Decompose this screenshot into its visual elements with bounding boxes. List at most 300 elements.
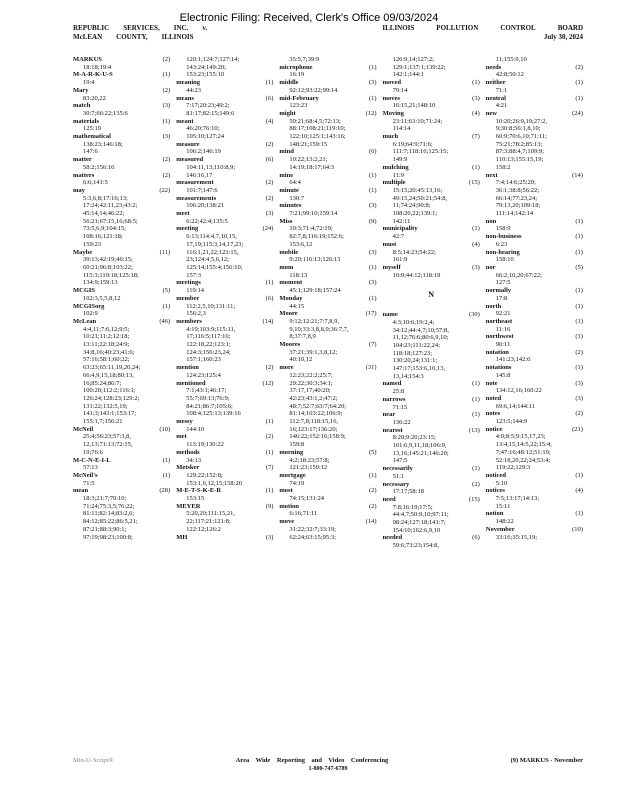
index-word: mine bbox=[279, 171, 294, 179]
page-line-refs: 17;116:5;117:10; bbox=[186, 333, 231, 341]
page-line-refs: 14:19;18:17;64:3 bbox=[289, 163, 335, 171]
occurrence-count: (6) bbox=[265, 294, 274, 302]
page-line-refs: 13,16;145:21;146:20; bbox=[392, 449, 449, 457]
index-word: Moore bbox=[279, 310, 298, 318]
index-word: means bbox=[176, 94, 194, 102]
page-line-refs: 7:1;43:1;46:17; bbox=[186, 387, 227, 395]
index-word: McNeil bbox=[73, 425, 94, 433]
page-line-refs: 17:8 bbox=[495, 294, 508, 302]
index-entry bbox=[383, 56, 480, 79]
occurrence-count: (1) bbox=[368, 471, 377, 479]
index-entry bbox=[73, 87, 170, 102]
page-line-refs: 71:5 bbox=[83, 479, 95, 487]
page-line-refs: 123:5;144:9 bbox=[495, 418, 528, 426]
index-entry bbox=[279, 518, 376, 541]
index-entry bbox=[279, 218, 376, 249]
occurrence-count: (1) bbox=[575, 317, 583, 325]
index-column bbox=[73, 56, 170, 746]
index-word: MH bbox=[176, 533, 188, 541]
board-word: POLLUTION bbox=[436, 24, 479, 32]
occurrence-count: (3) bbox=[162, 102, 171, 110]
page-line-refs: 105:10;127:24 bbox=[186, 133, 225, 141]
word-index-columns bbox=[73, 56, 583, 746]
page-line-refs: 82:7,8;116:19;152:6; bbox=[289, 233, 344, 241]
page-line-refs: 84:12;85:22;86:5,21; bbox=[83, 518, 138, 526]
page-line-refs: 73:5,6,9;104:15; bbox=[83, 225, 126, 233]
page-line-refs: 6:16;71:11 bbox=[289, 510, 318, 518]
page-line-refs: 66:4,9,15,18;80:13, bbox=[83, 371, 134, 379]
page-line-refs: 102:3,5,5,8,12 bbox=[83, 294, 121, 302]
occurrence-count: (3) bbox=[575, 379, 583, 387]
index-entry bbox=[279, 95, 376, 110]
occurrence-count: (1) bbox=[575, 287, 583, 295]
caption-word: REPUBLIC bbox=[73, 24, 110, 32]
index-entry bbox=[176, 195, 273, 210]
index-entry bbox=[486, 249, 583, 264]
index-word: moves bbox=[382, 94, 400, 102]
page-line-refs: 62:24;63:15;95:3; bbox=[289, 533, 336, 541]
occurrence-count: (1) bbox=[472, 225, 480, 233]
page-line-refs: 123:23 bbox=[289, 102, 308, 110]
index-entry bbox=[486, 472, 583, 487]
index-entry bbox=[73, 457, 170, 472]
index-word: mobile bbox=[279, 248, 299, 256]
index-word: mulching bbox=[382, 163, 409, 171]
index-entry bbox=[176, 364, 273, 379]
occurrence-count: (21) bbox=[572, 425, 583, 433]
board-word: BOARD bbox=[557, 24, 583, 32]
index-entry bbox=[486, 110, 583, 172]
page-line-refs: 9:12;12:21;7:7,8,9, bbox=[289, 317, 340, 325]
occurrence-count: (1) bbox=[472, 163, 480, 171]
page-line-refs: 59:6;73:23;154:8, bbox=[392, 542, 439, 550]
page-line-refs: 4:2;18:23;57:8; bbox=[289, 456, 330, 464]
page-line-refs: 92:12;93:22;99:14 bbox=[289, 86, 338, 94]
index-entry bbox=[176, 156, 273, 179]
occurrence-count: (2) bbox=[265, 364, 274, 372]
page-line-refs: 9;30:8;56:1,8,10; bbox=[495, 125, 541, 133]
page-line-refs: 9,10;33:3,8,8,9;36:7,7, bbox=[289, 325, 349, 333]
index-entry bbox=[486, 64, 583, 79]
index-entry bbox=[73, 187, 170, 249]
page-line-refs: 52:18,20,22;24;53:4; bbox=[495, 456, 551, 464]
index-word: measurements bbox=[176, 194, 217, 202]
page-line-refs: 84:21;86:7;105:6; bbox=[186, 402, 233, 410]
page-line-refs: 36:1;38:8;56:22; bbox=[495, 186, 540, 194]
page-line-refs: 13:11;22:18;24:9; bbox=[83, 341, 130, 349]
page-line-refs: 148:21;159:15 bbox=[289, 140, 328, 148]
page-line-refs: 16:19 bbox=[289, 71, 305, 79]
page-line-refs: 144:10 bbox=[186, 425, 205, 433]
index-entry bbox=[279, 56, 376, 64]
occurrence-count: (2) bbox=[368, 487, 377, 495]
index-word: move bbox=[279, 518, 295, 526]
caption-word: ILLINOIS bbox=[161, 33, 194, 41]
occurrence-count: (2) bbox=[162, 86, 171, 94]
index-entry bbox=[176, 534, 273, 542]
index-entry bbox=[279, 310, 376, 341]
page-line-refs: 130:20,24;131:1; bbox=[392, 357, 438, 365]
occurrence-count: (1) bbox=[575, 217, 583, 225]
index-word: notice bbox=[485, 425, 503, 433]
occurrence-count: (3) bbox=[368, 248, 377, 256]
page-line-refs: 66:2,10,20;67:22; bbox=[495, 271, 542, 279]
page-line-refs: 104:11,13;110:8,9; bbox=[186, 163, 236, 171]
index-word: moment bbox=[279, 279, 303, 287]
occurrence-count: (14) bbox=[572, 171, 583, 179]
index-word: noted bbox=[485, 394, 502, 402]
page-line-refs: 161:9 bbox=[392, 256, 408, 264]
case-caption-line2 bbox=[73, 33, 194, 42]
page-line-refs: 158:10 bbox=[495, 256, 514, 264]
index-entry bbox=[486, 410, 583, 425]
index-entry bbox=[73, 133, 170, 156]
index-entry bbox=[486, 364, 583, 379]
hearing-date: July 30, 2024 bbox=[543, 33, 583, 41]
occurrence-count: (1) bbox=[575, 94, 583, 102]
page-line-refs: 130:7 bbox=[289, 194, 305, 202]
page-line-refs: 10:3;71:4;72:19; bbox=[289, 225, 333, 233]
page-line-refs: 60:21;96:8;103:22; bbox=[83, 263, 133, 271]
index-entry bbox=[73, 472, 170, 487]
index-word: multiple bbox=[382, 179, 406, 187]
index-entry bbox=[73, 71, 170, 86]
index-entry bbox=[486, 264, 583, 287]
occurrence-count: (1) bbox=[472, 465, 480, 473]
page-line-refs: 155:1,7;156:21 bbox=[83, 418, 123, 426]
index-word: notations bbox=[485, 364, 512, 372]
index-entry bbox=[176, 95, 273, 118]
index-entry bbox=[486, 79, 583, 94]
page-line-refs: 153:1,6,12,15;158:20 bbox=[186, 479, 242, 487]
index-word: measurement bbox=[176, 179, 214, 187]
occurrence-count: (12) bbox=[262, 379, 274, 387]
page-line-refs: 19:4 bbox=[83, 79, 95, 87]
page-line-refs: 42:23;43:1,2;47:2; bbox=[289, 394, 338, 402]
occurrence-count: (46) bbox=[159, 317, 171, 325]
index-word: matter bbox=[73, 156, 92, 164]
page-line-refs: 71:1 bbox=[495, 86, 508, 94]
index-word: minutes bbox=[279, 202, 302, 210]
index-entry bbox=[176, 380, 273, 419]
page-line-refs: 157:1;160:23 bbox=[186, 356, 221, 364]
page-line-refs: 98:24;127:18;141:7; bbox=[392, 519, 446, 527]
occurrence-count: (3) bbox=[472, 94, 480, 102]
page-line-refs: 143:24;149:20; bbox=[186, 63, 226, 71]
page-line-refs: 19;76:6 bbox=[83, 448, 103, 456]
occurrence-count: (2) bbox=[575, 348, 583, 356]
index-entry bbox=[73, 287, 170, 302]
page-line-refs: 10:21;11:2;12:18; bbox=[83, 333, 130, 341]
index-entry bbox=[383, 164, 480, 179]
occurrence-count: (1) bbox=[368, 171, 377, 179]
index-word: MARKUS bbox=[73, 56, 102, 63]
index-word: much bbox=[382, 133, 399, 141]
occurrence-count: (6) bbox=[368, 148, 377, 156]
page-line-refs: 11;155:9,10 bbox=[495, 56, 527, 63]
page-line-refs: 157:3 bbox=[186, 271, 201, 279]
index-entry bbox=[279, 249, 376, 264]
index-word: mathematical bbox=[73, 133, 111, 141]
occurrence-count: (1) bbox=[162, 302, 171, 310]
occurrence-count: (30) bbox=[468, 311, 480, 319]
page-line-refs: 11,12;76:6;80:6,9,10; bbox=[392, 334, 449, 342]
index-word: motion bbox=[279, 502, 299, 510]
index-entry bbox=[383, 133, 480, 164]
index-word: named bbox=[382, 380, 402, 388]
page-line-refs: 106:2;146:19 bbox=[186, 148, 221, 156]
page-line-refs: 83:20,22 bbox=[83, 94, 106, 102]
brand-mark: Min-U-Script® bbox=[73, 757, 114, 764]
page-line-refs: 136:22 bbox=[392, 418, 411, 426]
page-line-refs: 15:11 bbox=[495, 502, 511, 510]
index-entry bbox=[383, 95, 480, 110]
index-entry bbox=[486, 426, 583, 472]
page-line-refs: 148:22 bbox=[495, 518, 514, 526]
index-word: notation bbox=[485, 348, 509, 356]
page-line-refs: 108:20,22;139:1; bbox=[392, 210, 438, 218]
occurrence-count: (24) bbox=[572, 109, 583, 117]
occurrence-count: (7) bbox=[368, 341, 377, 349]
page-line-refs: 42:7 bbox=[392, 233, 405, 241]
page-line-refs: 33:16;35:15,19; bbox=[495, 533, 538, 541]
index-entry bbox=[176, 487, 273, 502]
index-entry bbox=[383, 179, 480, 225]
occurrence-count: (1) bbox=[575, 233, 583, 241]
index-word: north bbox=[485, 302, 502, 310]
index-entry bbox=[383, 396, 480, 411]
index-word: noticed bbox=[485, 471, 506, 479]
index-entry bbox=[383, 465, 480, 480]
page-line-refs: 42:8;50:12 bbox=[495, 71, 524, 79]
page-line-refs: 31:22;32:7;33:19; bbox=[289, 525, 336, 533]
page-line-refs: 110:13;155:15,19; bbox=[495, 156, 544, 164]
index-entry bbox=[73, 56, 170, 71]
index-word: M-E-T-S-K-E-R bbox=[176, 487, 222, 495]
index-word: must bbox=[382, 240, 397, 248]
board-name bbox=[382, 24, 583, 33]
index-entry bbox=[383, 496, 480, 535]
page-line-refs: 12:23;22:2;25:7; bbox=[289, 371, 333, 379]
index-entry bbox=[176, 179, 273, 194]
board-word: CONTROL bbox=[500, 24, 536, 32]
index-word: myself bbox=[382, 263, 401, 271]
page-line-refs: 75:21;78:2;85:13; bbox=[495, 140, 543, 148]
index-word: most bbox=[279, 487, 293, 495]
index-entry bbox=[176, 295, 273, 318]
page-line-refs: 49:15,24;50:21;54:8, bbox=[392, 194, 448, 202]
index-word: meant bbox=[176, 117, 194, 125]
page-line-refs: 11:9 bbox=[392, 171, 404, 179]
page-line-refs: 127:5 bbox=[495, 279, 511, 287]
index-entry bbox=[486, 510, 583, 525]
occurrence-count: (6) bbox=[265, 156, 274, 164]
page-line-refs: 142:1;144:1 bbox=[392, 71, 424, 79]
page-line-refs: 120:1;124:7;127:14; bbox=[186, 56, 240, 63]
index-entry bbox=[279, 503, 376, 518]
index-word: nor bbox=[485, 263, 496, 271]
page-line-refs: 15:15;20:45:13,16; bbox=[392, 186, 443, 194]
page-line-refs: 92:21 bbox=[495, 310, 511, 318]
index-word: matters bbox=[73, 171, 95, 179]
index-word: narrows bbox=[382, 395, 406, 403]
page-line-refs: 122:12;126:2 bbox=[186, 525, 221, 533]
index-word: measure bbox=[176, 140, 200, 148]
page-line-refs: 147:6 bbox=[83, 148, 98, 156]
occurrence-count: (1) bbox=[368, 186, 377, 194]
board-word: ILLINOIS bbox=[382, 24, 415, 32]
occurrence-count: (1) bbox=[472, 395, 480, 403]
page-line-refs: 7:8;16:19;17:5; bbox=[392, 503, 433, 511]
index-word: Miss bbox=[279, 217, 293, 225]
index-entry bbox=[176, 464, 273, 487]
occurrence-count: (3) bbox=[368, 202, 377, 210]
page-line-refs: 119:14 bbox=[186, 287, 205, 295]
index-entry bbox=[279, 148, 376, 171]
page-line-refs: 97:19;98:23;100:8; bbox=[83, 533, 133, 541]
index-word: note bbox=[485, 379, 498, 387]
index-entry bbox=[486, 287, 583, 302]
index-entry bbox=[486, 487, 583, 510]
index-entry bbox=[73, 303, 170, 318]
page-line-refs: 122:18,22;123:1; bbox=[186, 341, 231, 349]
occurrence-count: (1) bbox=[265, 418, 274, 426]
index-entry bbox=[176, 503, 273, 534]
page-line-refs: 6:22;42:4;135:5 bbox=[186, 217, 228, 225]
index-word: M-A-R-K-U-S bbox=[73, 71, 113, 79]
page-line-refs: 153:15 bbox=[186, 495, 205, 503]
page-line-refs: 9:20;116:13;126:13 bbox=[289, 256, 341, 264]
page-line-refs: 100:20;112:2;116:1; bbox=[83, 387, 136, 395]
page-line-refs: 153:6,12 bbox=[289, 240, 313, 248]
page-line-refs: 44:15 bbox=[289, 302, 305, 310]
index-entry bbox=[73, 156, 170, 171]
index-entry bbox=[176, 225, 273, 279]
page-line-refs: 116:1,21,22;123:15, bbox=[186, 248, 239, 256]
page-line-refs: 8:20;9:20;23:15; bbox=[392, 434, 436, 442]
index-word: MCGIS bbox=[73, 287, 96, 295]
occurrence-count: (1) bbox=[368, 94, 377, 102]
reporter-name: Area Wide Reporting and Video Conferencing bbox=[235, 757, 389, 764]
page-line-refs: 11:16 bbox=[495, 325, 511, 333]
index-word: mention bbox=[176, 364, 199, 372]
index-entry bbox=[279, 364, 376, 449]
page-line-refs: 7:17;20:23;49:2; bbox=[186, 102, 230, 110]
occurrence-count: (2) bbox=[575, 410, 583, 418]
index-word: Moores bbox=[279, 341, 301, 349]
page-line-refs: 34:8,16;40:23;41:6; bbox=[83, 348, 135, 356]
occurrence-count: (2) bbox=[162, 171, 171, 179]
index-word: methods bbox=[176, 448, 200, 456]
index-entry bbox=[486, 56, 583, 64]
page-line-refs: 16:15,21;148:10 bbox=[392, 102, 436, 110]
page-line-refs: 159:23 bbox=[83, 240, 102, 248]
page-line-refs: 6:19;64:9;71:6; bbox=[392, 140, 433, 148]
index-word: members bbox=[176, 317, 202, 325]
occurrence-count: (1) bbox=[265, 279, 274, 287]
index-word: nearest bbox=[382, 426, 403, 434]
page-line-refs: 141:3;143:1;153:17; bbox=[83, 410, 137, 418]
page-line-refs: 64:4 bbox=[289, 179, 301, 187]
page-line-refs: 16;123:17;136:20; bbox=[289, 425, 338, 433]
occurrence-count: (2) bbox=[575, 63, 583, 71]
index-word: Maybe bbox=[73, 248, 93, 256]
page-line-refs: 57:13 bbox=[83, 464, 98, 472]
occurrence-count: (2) bbox=[265, 140, 274, 148]
occurrence-count: (1) bbox=[472, 411, 480, 419]
index-word: necessary bbox=[382, 480, 410, 488]
index-word: needs bbox=[485, 63, 502, 71]
occurrence-count: (1) bbox=[575, 79, 583, 87]
page-line-refs: 17:24;42:11,23;43:2; bbox=[83, 202, 138, 210]
index-word: morning bbox=[279, 448, 304, 456]
page-line-refs: 81:11;82:14;83:2,6; bbox=[83, 510, 135, 518]
page-line-refs: 60:9;70:6,10;71:11; bbox=[495, 133, 547, 141]
occurrence-count: (2) bbox=[162, 156, 171, 164]
occurrence-count: (15) bbox=[468, 495, 480, 503]
page-range: (9) MARKUS - November bbox=[510, 757, 583, 764]
index-entry bbox=[383, 241, 480, 264]
index-word: minute bbox=[279, 186, 299, 194]
index-word: may bbox=[73, 186, 85, 194]
index-word: more bbox=[279, 364, 294, 372]
page-line-refs: 121:23;159:12 bbox=[289, 464, 328, 472]
occurrence-count: (2) bbox=[265, 179, 274, 187]
page-line-refs: 101:6,9,11,18;106:9, bbox=[392, 442, 447, 450]
page-line-refs: 4:4,11;7:6,12;9:5; bbox=[83, 325, 130, 333]
page-line-refs: 88:17;108:21;119:10; bbox=[289, 125, 346, 133]
page-line-refs: 44:4,7;50:9,10;97:11; bbox=[392, 511, 449, 519]
index-entry bbox=[73, 102, 170, 117]
occurrence-count: (22) bbox=[159, 186, 171, 194]
page-line-refs: 147:5 bbox=[392, 457, 408, 465]
index-word: McLean bbox=[73, 317, 97, 325]
index-word: next bbox=[485, 171, 498, 179]
occurrence-count: (2) bbox=[265, 194, 274, 202]
page-line-refs: 6:13;114:4,7,10,15, bbox=[186, 233, 237, 241]
occurrence-count: (1) bbox=[368, 294, 377, 302]
occurrence-count: (1) bbox=[162, 471, 171, 479]
index-entry bbox=[176, 279, 273, 294]
occurrence-count: (1) bbox=[162, 117, 171, 125]
index-word: meetings bbox=[176, 279, 201, 287]
page-line-refs: 102:9 bbox=[83, 310, 98, 318]
index-entry bbox=[176, 418, 273, 433]
occurrence-count: (31) bbox=[365, 364, 377, 372]
page-line-refs: 22;117:21;121:8; bbox=[186, 518, 231, 526]
page-line-refs: 34:12;44:4,7;10;57:8, bbox=[392, 326, 449, 334]
occurrence-count: (4) bbox=[472, 240, 480, 248]
index-word: non bbox=[485, 217, 497, 225]
page-line-refs: 5:10 bbox=[495, 479, 508, 487]
index-entry bbox=[486, 95, 583, 110]
page-line-refs: 146:16,17 bbox=[186, 171, 213, 179]
page-line-refs: 81:17;82:15;149:6 bbox=[186, 109, 235, 117]
index-word: necessarily bbox=[382, 465, 413, 473]
index-word: mentioned bbox=[176, 379, 206, 387]
page-line-refs: 39:13;42:19;46:15; bbox=[83, 256, 133, 264]
index-word: northwest bbox=[485, 333, 514, 341]
page-line-refs: 51:1 bbox=[392, 472, 405, 480]
occurrence-count: (6) bbox=[265, 94, 274, 102]
index-entry bbox=[486, 349, 583, 364]
occurrence-count: (28) bbox=[159, 487, 171, 495]
page-line-refs: 90:11 bbox=[495, 341, 511, 349]
index-word: member bbox=[176, 294, 200, 302]
index-word: measured bbox=[176, 156, 204, 164]
page-line-refs: 10:20;26:9,19;27:2, bbox=[495, 117, 548, 125]
index-entry bbox=[279, 172, 376, 187]
